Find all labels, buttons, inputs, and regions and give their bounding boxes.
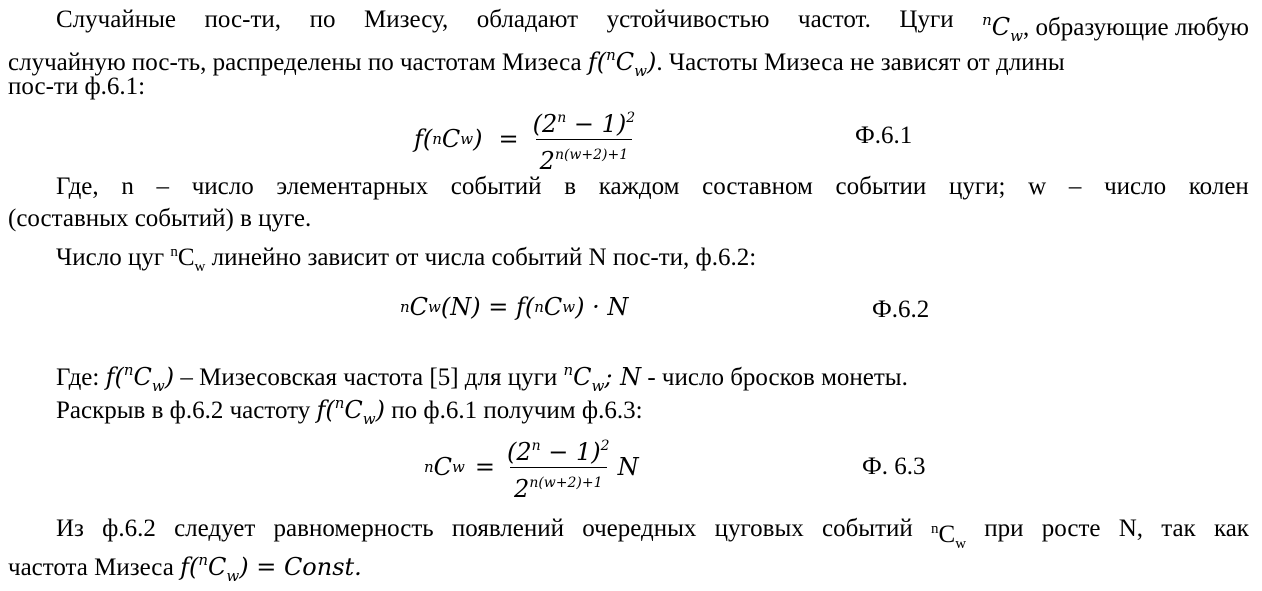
paragraph-1-line-2: случайную пос-ть, распределены по частотам Мизеса $f(^nC_w)$. Частоты Мизеса не зависят от длины — [8, 46, 1065, 80]
paragraph-2-line-1: Где, n – число элементарных событий в каждом составном событии цуги; w – число колен — [56, 173, 1249, 200]
word: частот. — [798, 6, 871, 33]
word: Случайные — [56, 6, 176, 33]
formula-label-6-2: Ф.6.2 — [872, 296, 930, 323]
word: Мизесу, — [364, 6, 449, 33]
formula-6-1: f( n C w ) = $\frac{(2^n - 1)^2}{2^{n(w+2)+1}}$ — [414, 104, 643, 174]
formula-inline: $^nC_w$, образующие любую — [982, 11, 1249, 45]
fraction: $\frac{(2^n - 1)^2}{2^{n(w+2)+1}}$ — [532, 110, 636, 175]
word: пос-ти, — [204, 6, 282, 33]
paragraph-6-line-1: Из ф.6.2 следует равномерность появлений очередных цуговых событий $^nC_w$ при росте N, так как — [56, 515, 1249, 552]
word: по — [309, 6, 336, 33]
formula-6-2: n C w (N) = f( n C w ) · N — [400, 293, 629, 321]
paragraph-3: Число цуг $^nC_w$ линейно зависит от числа событий N пос-ти, ф.6.2: — [56, 244, 757, 275]
formula-label-6-3: Ф. 6.3 — [862, 453, 926, 480]
paragraph-5: Раскрыв в ф.6.2 частоту $f(^nC_w)$ по ф.6.1 получим ф.6.3: — [56, 394, 643, 428]
paragraph-6-line-2: частота Мизеса $f(^nC_w)$ = Const. — [8, 551, 362, 585]
word: Цуги — [899, 6, 954, 33]
paragraph-1-line-3: пос-ти ф.6.1: — [8, 73, 146, 100]
formula-label-6-1: Ф.6.1 — [855, 122, 913, 149]
paragraph-4: Где: $f(^nC_w)$ – Мизесовская частота [5] для цуги $^nC_w$; N - число бросков монеты. — [56, 361, 908, 395]
formula-6-3: n C w = $\frac{(2^n - 1)^2}{2^{n(w+2)+1}}$ N — [424, 432, 639, 502]
word: обладают — [476, 6, 579, 33]
paragraph-2-line-2: (составных событий) в цуге. — [8, 205, 312, 232]
fraction: $\frac{(2^n - 1)^2}{2^{n(w+2)+1}}$ — [507, 438, 610, 503]
word: устойчивостью — [606, 6, 770, 33]
